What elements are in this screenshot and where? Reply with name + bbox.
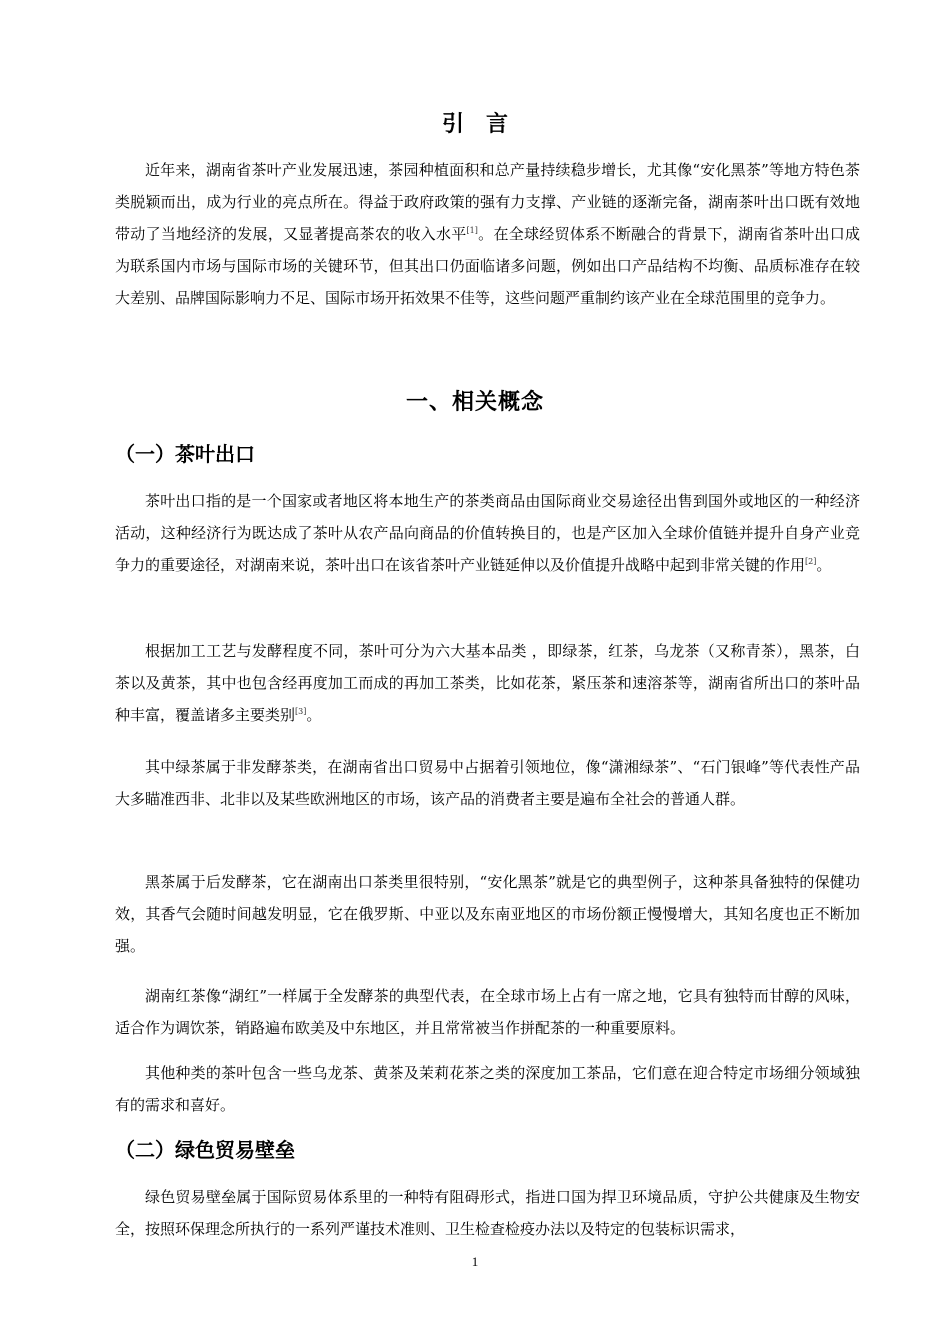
- paragraph-text: 根据加工工艺与发酵程度不同，茶叶可分为六大基本品类 ，即绿茶，红茶，乌龙茶（又称青茶），黑茶，白茶以及黄茶，其中也包含经再度加工而成的再加工茶类，比如花茶，紧压茶和速溶茶等，湖南省所出口的茶叶品种丰富，覆盖诸多主要类别: [115, 642, 860, 724]
- paragraph-other-teas: [115, 1057, 860, 1121]
- paragraph-text: 湖南红茶像“湖红”一样属于全发酵茶的典型代表，在全球市场上占有一席之地，它具有独特而甘醇的风味，适合作为调饮茶，销路遍布欧美及中东地区，并且常常被当作拼配茶的一种重要原料。: [115, 987, 860, 1037]
- citation-marker: [2]: [805, 557, 817, 566]
- paragraph-text: 绿色贸易壁垒属于国际贸易体系里的一种特有阻碍形式，指进口国为捍卫环境品质，守护公共健康及生物安全，按照环保理念所执行的一系列严谨技术准则、卫生检查检疫办法以及特定的包装标识需求，: [115, 1188, 860, 1238]
- citation-marker: [3]: [295, 707, 307, 716]
- paragraph-text: 其他种类的茶叶包含一些乌龙茶、黄茶及茉莉花茶之类的深度加工茶品，它们意在迎合特定市场细分领域独有的需求和喜好。: [115, 1064, 860, 1114]
- subsection-heading-tea-export: （一）茶叶出口: [115, 442, 255, 466]
- paragraph-green-tea: [115, 751, 860, 815]
- intro-heading: 引言: [441, 112, 530, 137]
- intro-paragraph: [115, 154, 860, 314]
- page-number: 1: [471, 1254, 479, 1269]
- paragraph-dark-tea: [115, 866, 860, 962]
- paragraph-tea-export-definition: [115, 485, 860, 581]
- paragraph-text: 其中绿茶属于非发酵茶类，在湖南省出口贸易中占据着引领地位，像“潇湘绿茶”、“石门银峰”等代表性产品大多瞄准西非、北非以及某些欧洲地区的市场，该产品的消费者主要是遍布全社会的普通人群。: [115, 758, 860, 808]
- paragraph-text-after: 。: [816, 556, 832, 574]
- paragraph-text: 茶叶出口指的是一个国家或者地区将本地生产的茶类商品由国际商业交易途径出售到国外或地区的一种经济活动，这种经济行为既达成了茶叶从农产品向商品的价值转换目的，也是产区加入全球价值链并提升自身产业竞争力的重要途径，对湖南来说，茶叶出口在该省茶叶产业链延伸以及价值提升战略中起到非常关键的作用: [115, 492, 860, 574]
- citation-marker: [1]: [466, 226, 478, 235]
- paragraph-text: 黑茶属于后发酵茶，它在湖南出口茶类里很特别，“安化黑茶”就是它的典型例子，这种茶具备独特的保健功效，其香气会随时间越发明显，它在俄罗斯、中亚以及东南亚地区的市场份额正慢慢增大，其知名度也正不断加强。: [115, 873, 860, 955]
- paragraph-tea-categories: [115, 635, 860, 731]
- paragraph-text: 近年来，湖南省茶叶产业发展迅速，茶园种植面积和总产量持续稳步增长，尤其像“安化黑茶”等地方特色茶类脱颖而出，成为行业的亮点所在。得益于政府政策的强有力支撑、产业链的逐渐完备，湖南茶叶出口既有效地带动了当地经济的发展，又显著提高茶农的收入水平: [115, 161, 860, 243]
- section-heading: 一、相关概念: [405, 390, 544, 415]
- subsection-heading-green-trade-barrier: （二）绿色贸易壁垒: [115, 1138, 295, 1162]
- paragraph-black-tea: [115, 980, 860, 1044]
- paragraph-green-trade-barrier: [115, 1181, 860, 1245]
- paragraph-text-after: 。: [306, 706, 322, 724]
- paragraph-text-after: 。在全球经贸体系不断融合的背景下，湖南省茶叶出口成为联系国内市场与国际市场的关键环节，但其出口仍面临诸多问题，例如出口产品结构不均衡、品质标准存在较大差别、品牌国际影响力不足、国际市场开拓效果不佳等，这些问题严重制约该产业在全球范围里的竞争力。: [115, 225, 860, 307]
